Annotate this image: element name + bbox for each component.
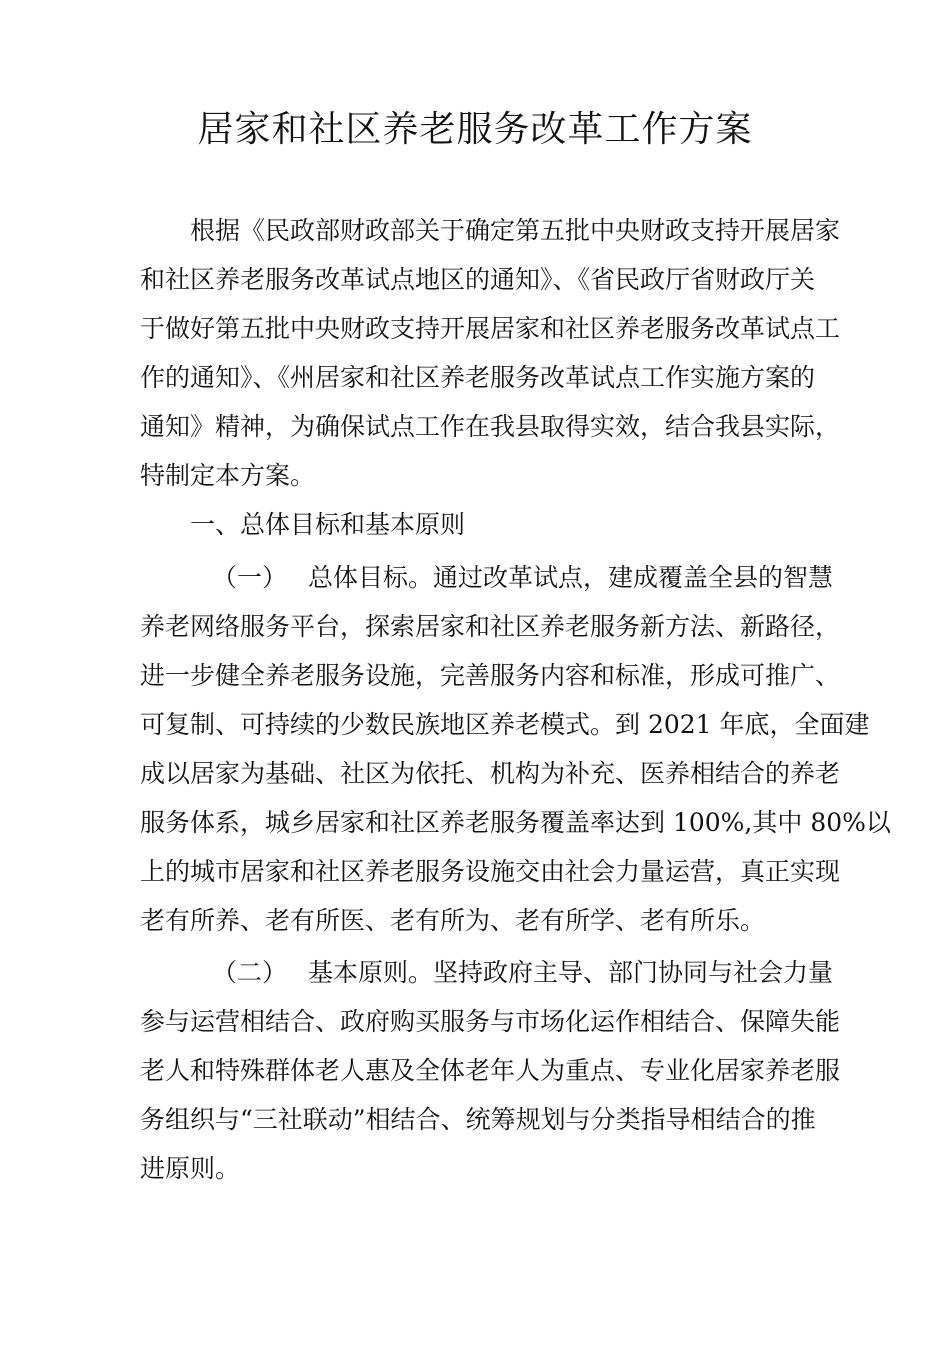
item-1-line: 上的城市居家和社区养老服务设施交由社会力量运营，真正实现	[140, 857, 841, 886]
intro-line: 特制定本方案。	[140, 461, 316, 490]
item-2-lead-text: 基本原则。坚持政府主导、部门协同与社会力量	[308, 958, 834, 987]
document-title: 居家和社区养老服务改革工作方案	[197, 109, 753, 150]
item-2-first-line	[212, 953, 834, 993]
item-1-line: 养老网络服务平台，探索居家和社区养老服务新方法、新路径，	[140, 612, 841, 641]
item-2-line: 参与运营相结合、政府购买服务与市场化运作相结合、保障失能	[140, 1007, 841, 1036]
intro-line: 作的通知》、《州居家和社区养老服务改革试点工作实施方案的	[140, 363, 816, 392]
intro-line: 于做好第五批中央财政支持开展居家和社区养老服务改革试点工	[140, 314, 841, 343]
item-2-line: 进原则。	[140, 1154, 241, 1183]
item-2-line: 务组织与“三社联动”相结合、统筹规划与分类指导相结合的推	[140, 1105, 816, 1134]
item-1-line: 老有所养、老有所医、老有所为、老有所学、老有所乐。	[140, 906, 766, 935]
item-1-line: 服务体系，城乡居家和社区养老服务覆盖率达到 100%,其中 80%以	[140, 808, 891, 837]
item-1-enum: （一）	[212, 563, 288, 592]
item-2-enum: （二）	[212, 958, 288, 987]
item-1-line: 成以居家为基础、社区为依托、机构为补充、医养相结合的养老	[140, 759, 841, 788]
item-1-line: 可复制、可持续的少数民族地区养老模式。到 2021 年底，全面建	[140, 710, 870, 739]
intro-line: 通知》精神，为确保试点工作在我县取得实效，结合我县实际，	[140, 412, 841, 441]
item-2-line: 老人和特殊群体老人惠及全体老年人为重点、专业化居家养老服	[140, 1056, 841, 1085]
item-1-line: 进一步健全养老服务设施，完善服务内容和标准，形成可推广、	[140, 661, 841, 690]
intro-line: 根据《民政部财政部关于确定第五批中央财政支持开展居家	[190, 216, 841, 245]
section-heading: 一、总体目标和基本原则	[190, 510, 466, 539]
item-1-first-line	[212, 558, 834, 598]
item-1-lead-text: 总体目标。通过改革试点，建成覆盖全县的智慧	[308, 563, 834, 592]
intro-line: 和社区养老服务改革试点地区的通知》、《省民政厅省财政厅关	[140, 265, 816, 294]
